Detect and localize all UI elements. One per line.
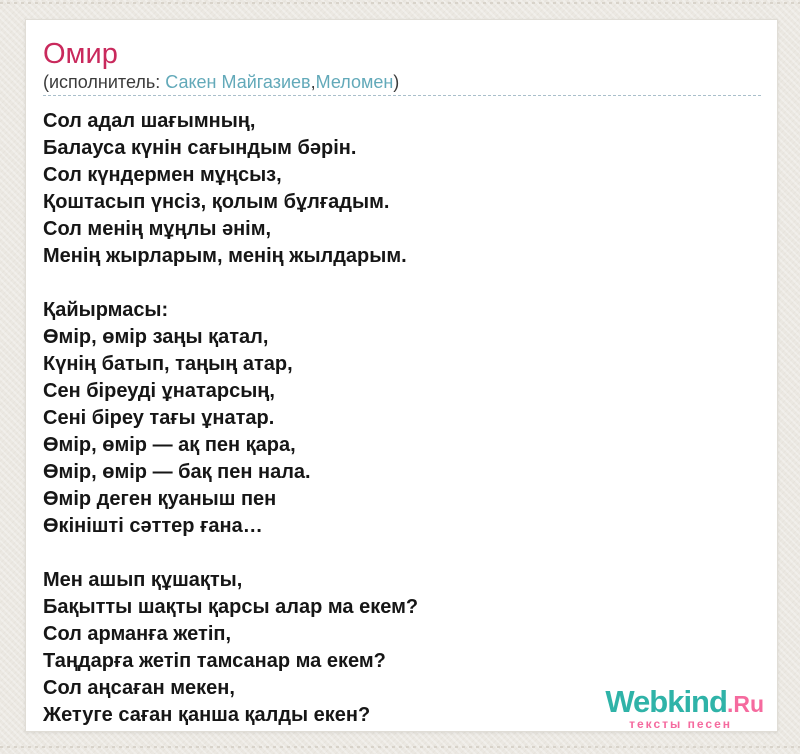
lyrics-line: Қайырмасы:: [43, 299, 169, 321]
artist-prefix: (исполнитель:: [43, 72, 166, 92]
lyrics-line: Өмір, өмір — ақ пен қара,: [43, 434, 296, 456]
background-stitch-top: [0, 2, 800, 4]
lyrics-line: Мен ашып құшақты,: [43, 569, 243, 591]
lyrics-line: Сол менің мұңлы әнім,: [43, 218, 272, 240]
lyrics-line: Таңдарға жетіп тамсанар ма екем?: [43, 650, 386, 672]
lyrics-line: Сол адал шағымның,: [43, 110, 256, 132]
lyrics-line: Сен біреуді ұнатарсың,: [43, 380, 275, 402]
lyrics-line: Өмір, өмір — бақ пен нала.: [43, 461, 311, 483]
webkind-logo-tagline: тексты песен: [629, 717, 732, 731]
lyrics-line: Өмір деген қуаныш пен: [43, 488, 277, 510]
lyrics-line: Өкінішті сәттер ғана…: [43, 515, 263, 537]
background-stitch-bottom: [0, 746, 800, 748]
webkind-logo-brand: Webkind: [605, 684, 727, 719]
lyrics-line: Сені біреу тағы ұнатар.: [43, 407, 275, 429]
lyrics-line: Балауса күнін сағындым бәрін.: [43, 137, 357, 159]
stanza-gap: [43, 540, 761, 567]
artist-link-melomen[interactable]: Меломен: [315, 72, 394, 92]
song-header: [43, 38, 761, 96]
lyrics-line: Бақытты шақты қарсы алар ма екем?: [43, 596, 419, 618]
lyrics-line: Сол арманға жетіп,: [43, 623, 232, 645]
page-title: Омир: [43, 38, 118, 70]
webkind-logo[interactable]: [605, 686, 764, 730]
stanza-gap: [43, 270, 761, 297]
lyrics-line: Жетуге саған қанша қалды екен?: [43, 704, 371, 726]
content-card: [25, 19, 778, 732]
lyrics-line: Қоштасып үнсіз, қолым бұлғадым.: [43, 191, 390, 213]
webkind-logo-tld: .Ru: [726, 691, 764, 717]
artist-link-saken-maygaziev[interactable]: Сакен Майгазиев: [165, 72, 311, 92]
lyrics-line: Күнің батып, таңың атар,: [43, 353, 293, 375]
lyrics-line: Сол күндермен мұңсыз,: [43, 164, 282, 186]
lyrics: [43, 108, 761, 729]
artist-line: [43, 71, 761, 93]
artist-suffix: ): [393, 72, 400, 92]
artist-separator: ,: [310, 72, 316, 92]
lyrics-line: Менің жырларым, менің жылдарым.: [43, 245, 407, 267]
lyrics-line: Сол аңсаған мекен,: [43, 677, 235, 699]
webkind-logo-wordmark: [605, 686, 764, 717]
lyrics-line: Өмір, өмір заңы қатал,: [43, 326, 269, 348]
